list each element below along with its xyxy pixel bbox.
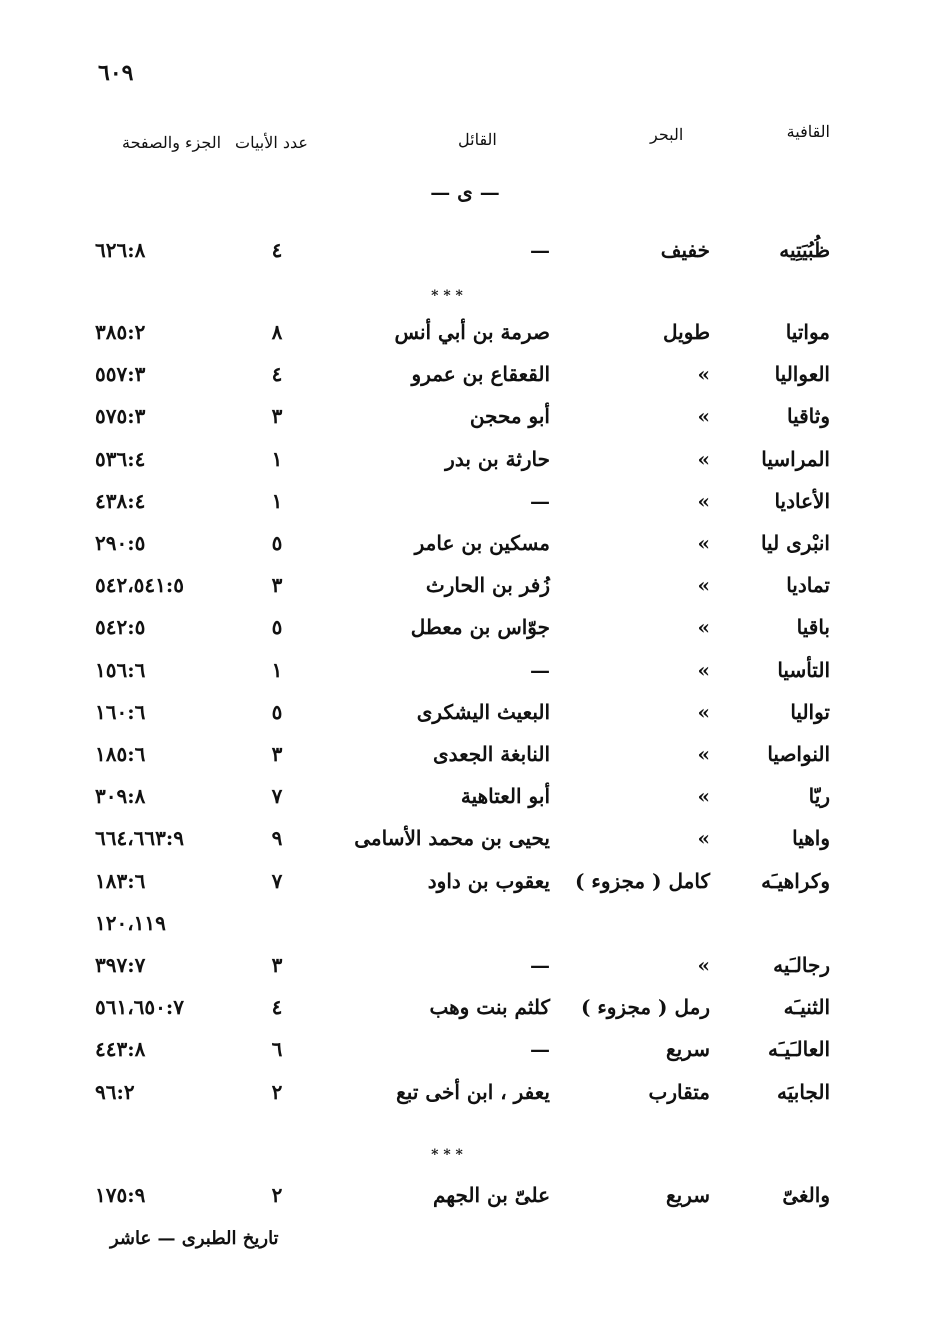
cell-count: ٤ <box>271 995 283 1020</box>
cell-ref: ٦٢٦:٨ <box>95 238 146 262</box>
cell-qafiya: مواتيا <box>785 320 830 344</box>
table-row <box>0 1080 930 1120</box>
section-letter: — ى — <box>430 180 500 204</box>
cell-ref: ٥٤٢:٥ <box>95 615 146 640</box>
cell-qail: زُفر بن الحارث <box>425 573 550 598</box>
cell-ref: ٩٦:٢ <box>95 1079 135 1104</box>
cell-count: ١ <box>271 657 283 682</box>
cell-count: ٥ <box>271 531 283 555</box>
cell-bahr: سريع <box>665 1037 710 1062</box>
table-row <box>0 447 930 487</box>
cell-qail: يعقوب بن داود <box>427 868 550 893</box>
cell-ref: ٣٩٧:٧ <box>95 953 146 977</box>
table-row <box>0 573 930 613</box>
cell-qafiya: النواصيا <box>767 742 830 766</box>
table-row <box>0 742 930 782</box>
cell-count: ٤ <box>271 362 283 387</box>
cell-ref: ٤٤٣:٨ <box>95 1037 146 1062</box>
cell-count: ٥ <box>271 699 283 724</box>
cell-qail: يحيى بن محمد الأسامى <box>354 826 550 851</box>
header-ref: الجزء والصفحة <box>122 133 222 152</box>
cell-qail: القعقاع بن عمرو <box>411 362 550 387</box>
cell-bahr: » <box>697 742 710 766</box>
cell-ref: ٥٤٢،٥٤١:٥ <box>95 573 185 598</box>
header-qafiya: القافية <box>786 122 830 141</box>
cell-ref: ١٨٥:٦ <box>95 742 146 766</box>
table-row <box>0 953 930 993</box>
cell-count: ٥ <box>271 615 283 640</box>
cell-ref: ١٨٣:٦ <box>95 868 146 893</box>
table-row <box>0 700 930 740</box>
cell-bahr: سريع <box>665 1183 710 1207</box>
cell-count: ٦ <box>271 1037 283 1062</box>
cell-qafiya: والغىّ <box>782 1183 830 1207</box>
cell-qafiya: العالـَيـَه <box>768 1037 830 1062</box>
cell-ref: ٥٧٥:٣ <box>95 404 146 429</box>
table-row <box>0 615 930 655</box>
cell-qafiya: رجالـَيه <box>773 953 830 977</box>
table-row <box>0 995 930 1035</box>
table-row <box>0 320 930 360</box>
cell-qafiya: الجابيَه <box>777 1079 830 1104</box>
cell-qafiya: التأسيا <box>777 657 830 682</box>
cell-count: ٧ <box>271 868 283 893</box>
cell-qail: البعيث اليشكرى <box>416 699 550 724</box>
cell-qail: صرمة بن أبي أنس <box>394 320 550 344</box>
cell-ref: ٥٦١،٦٥٠:٧ <box>95 995 185 1020</box>
cell-qail: حارثة بن بدر <box>445 446 550 471</box>
cell-bahr: » <box>697 826 710 851</box>
cell-count: ٢ <box>271 1079 283 1104</box>
cell-qail: — <box>530 657 550 682</box>
cell-ref: ٢٩٠:٥ <box>95 531 146 555</box>
table-row <box>0 658 930 698</box>
page-number: ٦٠٩ <box>98 60 134 86</box>
cell-ref: ٦٦٤،٦٦٣:٩ <box>95 826 185 851</box>
cell-qail: — <box>530 238 550 262</box>
footer: تاريخ الطبرى — عاشر <box>110 1228 279 1249</box>
cell-ref: ١٥٦:٦ <box>95 657 146 682</box>
cell-ref: ٥٣٦:٤ <box>95 446 146 471</box>
cell-ref: ٥٥٧:٣ <box>95 362 146 387</box>
table-row <box>0 784 930 824</box>
cell-bahr: » <box>697 488 710 513</box>
header-count: عدد الأبيات <box>235 133 308 152</box>
cell-bahr: » <box>697 953 710 977</box>
cell-bahr: خفيف <box>660 238 710 262</box>
cell-qafiya: الأعاديا <box>774 488 830 513</box>
cell-bahr: » <box>697 404 710 429</box>
header-bahr: البحر <box>650 125 684 144</box>
table-row <box>0 362 930 402</box>
table-row <box>0 531 930 571</box>
separator: * * * <box>431 1147 463 1163</box>
cell-qail: أبو محجن <box>469 404 550 429</box>
cell-count: ٣ <box>271 404 283 429</box>
table-row <box>0 404 930 444</box>
cell-bahr: رمل ( مجزوء ) <box>580 995 710 1020</box>
cell-count: ١ <box>271 488 283 513</box>
cell-qafiya: الثنيـَه <box>783 995 830 1020</box>
cell-count: ٣ <box>271 953 283 977</box>
cell-count: ٣ <box>271 573 283 598</box>
cell-qail: أبو العتاهية <box>460 784 550 809</box>
cell-qafiya: تواليا <box>790 699 830 724</box>
cell-bahr: » <box>697 531 710 555</box>
cell-bahr: » <box>697 784 710 809</box>
cell-ref: ٣٠٩:٨ <box>95 784 146 809</box>
cell-count: ٣ <box>271 742 283 766</box>
cell-qail: كلثم بنت وهب <box>429 995 550 1020</box>
table-row <box>0 238 930 278</box>
cell-count: ٩ <box>271 826 283 851</box>
separator: * * * <box>431 288 463 304</box>
cell-qafiya: ريّا <box>808 784 830 809</box>
cell-qafiya: باقيا <box>796 615 830 640</box>
cell-bahr: » <box>697 657 710 682</box>
cell-ref: ١٢٠،١١٩ <box>95 910 166 935</box>
cell-qail: علىّ بن الجهم <box>432 1183 550 1207</box>
cell-qafiya: العواليا <box>774 362 830 387</box>
cell-qafiya: تماديا <box>786 573 830 598</box>
cell-qail: مسكين بن عامر <box>414 531 550 555</box>
cell-qail: — <box>530 488 550 513</box>
cell-bahr: » <box>697 573 710 598</box>
cell-qail: — <box>530 953 550 977</box>
cell-qafiya: وثاقيا <box>786 404 830 429</box>
cell-bahr: » <box>697 699 710 724</box>
table-row <box>0 489 930 529</box>
cell-count: ٢ <box>271 1183 283 1207</box>
cell-qafiya: المراسيا <box>761 446 830 471</box>
cell-count: ٨ <box>271 320 283 344</box>
table-row <box>0 826 930 866</box>
cell-ref: ١٧٥:٩ <box>95 1183 146 1207</box>
cell-qail: يعفر ، ابن أخى تبع <box>396 1079 550 1104</box>
cell-bahr: طويل <box>663 320 710 344</box>
cell-qafiya: ظُبُيَتِيه <box>779 238 830 262</box>
table-row <box>0 1183 930 1223</box>
cell-bahr: كامل ( مجزوء ) <box>574 868 710 893</box>
cell-qafiya: واهيا <box>792 826 830 851</box>
table-row <box>0 1037 930 1077</box>
table-row <box>0 911 930 951</box>
cell-qail: جوّاس بن معطل <box>410 615 550 640</box>
cell-bahr: متقارب <box>648 1079 710 1104</box>
cell-ref: ٣٨٥:٢ <box>95 320 146 344</box>
cell-ref: ٤٣٨:٤ <box>95 488 146 513</box>
cell-count: ٤ <box>271 238 283 262</box>
cell-ref: ١٦٠:٦ <box>95 699 146 724</box>
header-qail: القائل <box>458 130 497 149</box>
cell-count: ٧ <box>271 784 283 809</box>
cell-bahr: » <box>697 615 710 640</box>
cell-qafiya: انبْرى ليا <box>760 531 830 555</box>
cell-qafiya: وكراهيـَه <box>761 868 830 893</box>
cell-qail: — <box>530 1037 550 1062</box>
cell-count: ١ <box>271 446 283 471</box>
cell-bahr: » <box>697 362 710 387</box>
table-row <box>0 869 930 909</box>
cell-bahr: » <box>697 446 710 471</box>
cell-qail: النابغة الجعدى <box>432 742 550 766</box>
